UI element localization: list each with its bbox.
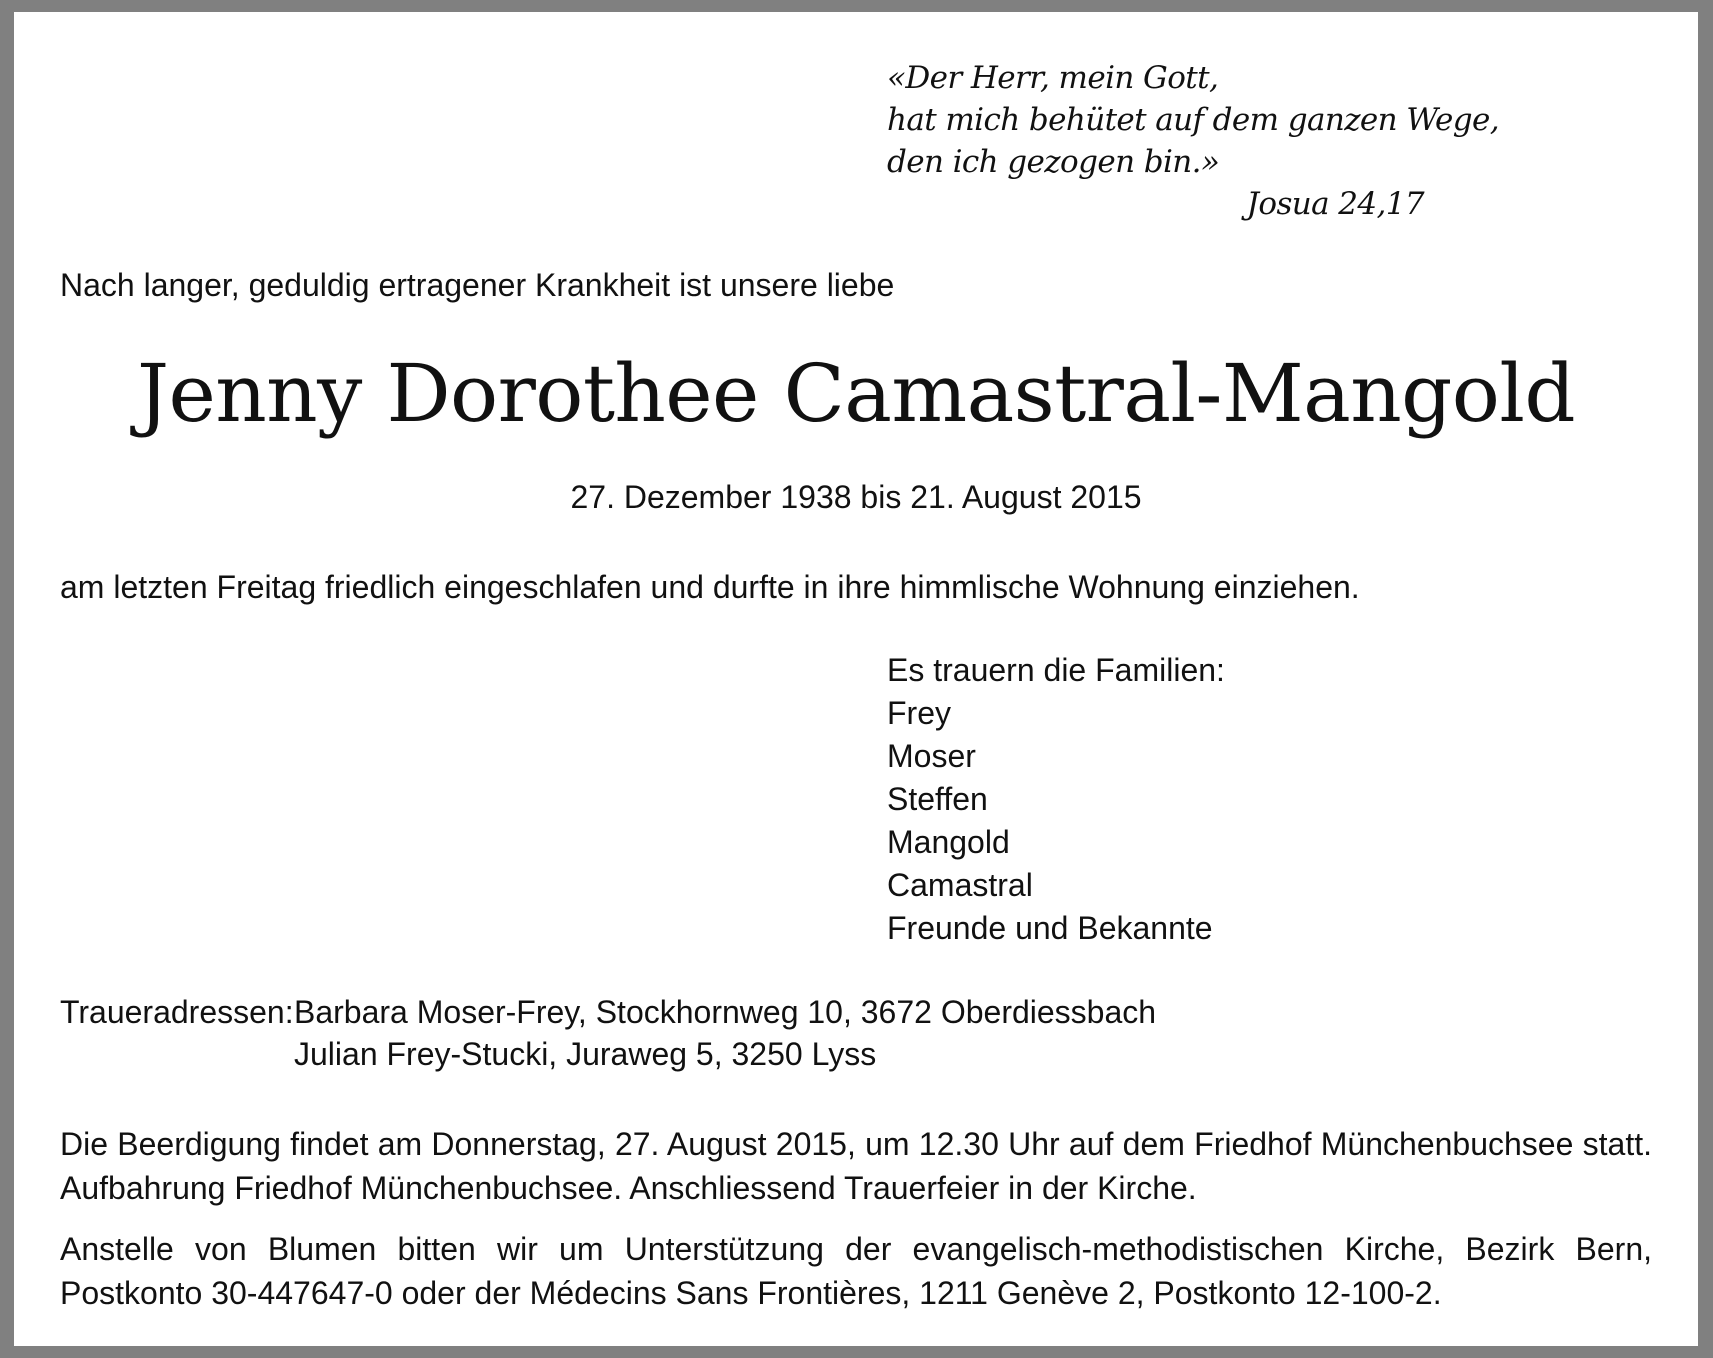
- address-entry: Julian Frey-Stucki, Juraweg 5, 3250 Lyss: [294, 1036, 877, 1072]
- mourners-heading: Es trauern die Familien:: [887, 652, 1225, 688]
- mourner-family: Moser: [887, 738, 976, 774]
- donation-info: Anstelle von Blumen bitten wir um Unterstützung der evangelisch-methodistischen Kirche, Bezirk Bern, Postkonto 30-447647-0 oder der Médecins Sans Frontières, 1211 Genève 2, Postkonto 12-100-2.: [60, 1231, 1652, 1311]
- mourner-family: Freunde und Bekannte: [887, 910, 1213, 946]
- passing-text: am letzten Freitag friedlich eingeschlafen und durfte in ihre himmlische Wohnung einziehen.: [60, 569, 1360, 605]
- mourner-family: Frey: [887, 695, 951, 731]
- quote-line: den ich gezogen bin.»: [887, 144, 1220, 180]
- intro-text: Nach langer, geduldig ertragener Krankheit ist unsere liebe: [60, 267, 895, 303]
- quote-line: hat mich behütet auf dem ganzen Wege,: [887, 102, 1500, 138]
- obituary-notice: [14, 12, 1698, 1346]
- quote-reference: Josua 24,17: [1246, 186, 1424, 222]
- addresses-label: Traueradressen:: [60, 994, 294, 1030]
- funeral-info: Die Beerdigung findet am Donnerstag, 27. August 2015, um 12.30 Uhr auf dem Friedhof Münchenbuchsee statt. Aufbahrung Friedhof Münchenbuchsee. Anschliessend Trauerfeier in der Kirche.: [60, 1126, 1652, 1206]
- address-entry: Barbara Moser-Frey, Stockhornweg 10, 3672 Oberdiessbach: [294, 994, 1157, 1030]
- deceased-name: Jenny Dorothee Camastral-Mangold: [137, 347, 1575, 440]
- mourner-family: Mangold: [887, 824, 1010, 860]
- mourner-family: Camastral: [887, 867, 1033, 903]
- mourner-family: Steffen: [887, 781, 988, 817]
- quote-line: «Der Herr, mein Gott,: [887, 60, 1219, 96]
- life-dates: 27. Dezember 1938 bis 21. August 2015: [570, 479, 1142, 515]
- mourners-list: [887, 649, 1225, 950]
- bible-quote: [887, 57, 1499, 183]
